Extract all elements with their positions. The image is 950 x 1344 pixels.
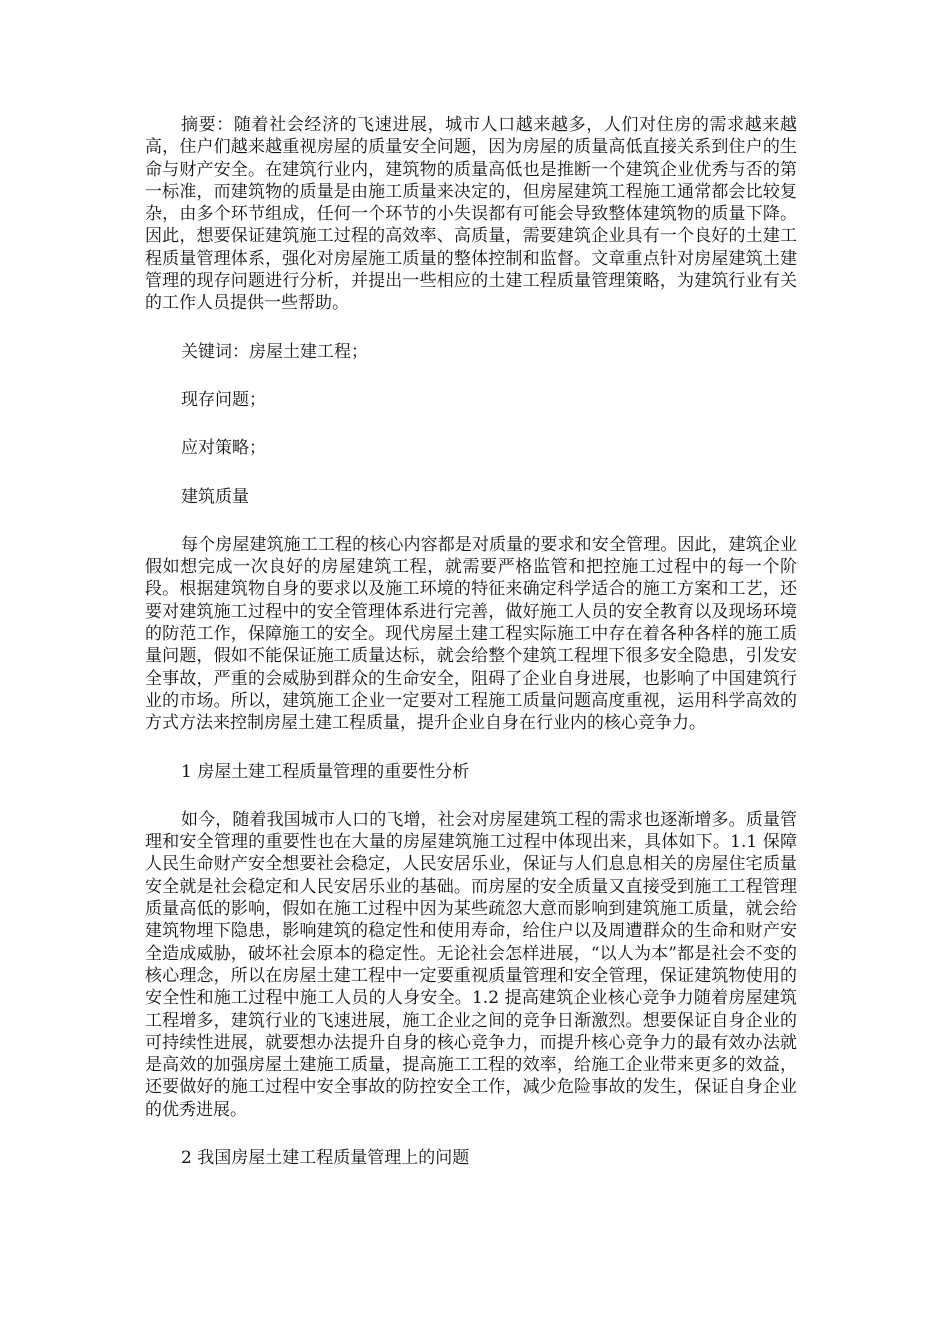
abstract-paragraph: 摘要：随着社会经济的飞速进展，城市人口越来越多，人们对住房的需求越来越高，住户们越来越重视房屋的质量安全问题，因为房屋的质量高低直接关系到住户的生命与财产安全。在建筑行业内，建筑物的质量高低也是推断一个建筑企业优秀与否的第一标准，而建筑物的质量是由施工质量来决定的，但房屋建筑工程施工通常都会比较复杂，由多个环节组成，任何一个环节的小失误都有可能会导致整体建筑物的质量下降。因此，想要保证建筑施工过程的高效率、高质量，需要建筑企业具有一个良好的土建工程质量管理体系，强化对房屋施工质量的整体控制和监督。文章重点针对房屋建筑土建管理的现存问题进行分析，并提出一些相应的土建工程质量管理策略，为建筑行业有关的工作人员提供一些帮助。	[145, 115, 797, 314]
keywords-label: 关键词：房屋土建工程；	[181, 341, 368, 362]
keyword-item: 建筑质量	[181, 486, 249, 507]
section-body-paragraph: 如今，随着我国城市人口的飞增，社会对房屋建筑工程的需求也逐渐增多。质量管理和安全管理的重要性也在大量的房屋建筑施工过程中体现出来，具体如下。1.1 保障人民生命财产安全想要社会稳定，人民安居乐业，保证与人们息息相关的房屋住宅质量安全就是社会稳定和人民安居乐业的基础。而房屋的安全质量又直接受到施工工程管理质量高低的影响，假如在施工过程中因为某些疏忽大意而影响到建筑施工质量，就会给建筑物埋下隐患，影响建筑的稳定性和使用寿命，给住户以及周遭群众的生命和财产安全造成威胁，破坏社会原本的稳定性。无论社会怎样进展，“以人为本”都是社会不变的核心理念，所以在房屋土建工程中一定要重视质量管理和安全管理，保证建筑物使用的安全性和施工过程中施工人员的人身安全。1.2 提高建筑企业核心竞争力随着房屋建筑工程增多，建筑行业的飞速进展，施工企业之间的竞争日渐激烈。想要保证自身企业的可持续性进展，就要想办法提升自身的核心竞争力，而提升核心竞争力的最有效办法就是高效的加强房屋土建施工质量，提高施工工程的效率，给施工企业带来更多的效益，还要做好的施工过程中安全事故的防控安全工作，减少危险事故的发生，保证自身企业的优秀进展。	[145, 809, 797, 1120]
keyword-item: 应对策略；	[181, 438, 266, 459]
keyword-item: 现存问题；	[181, 389, 266, 410]
section-heading: 1 房屋土建工程质量管理的重要性分析	[181, 761, 470, 782]
document-page	[145, 114, 797, 1195]
intro-paragraph: 每个房屋建筑施工工程的核心内容都是对质量的要求和安全管理。因此，建筑企业假如想完成一次良好的房屋建筑工程，就需要严格监管和把控施工过程中的每一个阶段。根据建筑物自身的要求以及施工环境的特征来确定科学适合的施工方案和工艺，还要对建筑施工过程中的安全管理体系进行完善，做好施工人员的安全教育以及现场环境的防范工作，保障施工的安全。现代房屋土建工程实际施工中存在着各种各样的施工质量问题，假如不能保证施工质量达标，就会给整个建筑工程埋下很多安全隐患，引发安全事故，严重的会威胁到群众的生命安全，阻碍了企业自身进展，也影响了中国建筑行业的市场。所以，建筑施工企业一定要对工程施工质量问题高度重视，运用科学高效的方式方法来控制房屋土建工程质量，提升企业自身在行业内的核心竞争力。	[145, 534, 797, 734]
section-heading: 2 我国房屋土建工程质量管理上的问题	[181, 1147, 470, 1168]
